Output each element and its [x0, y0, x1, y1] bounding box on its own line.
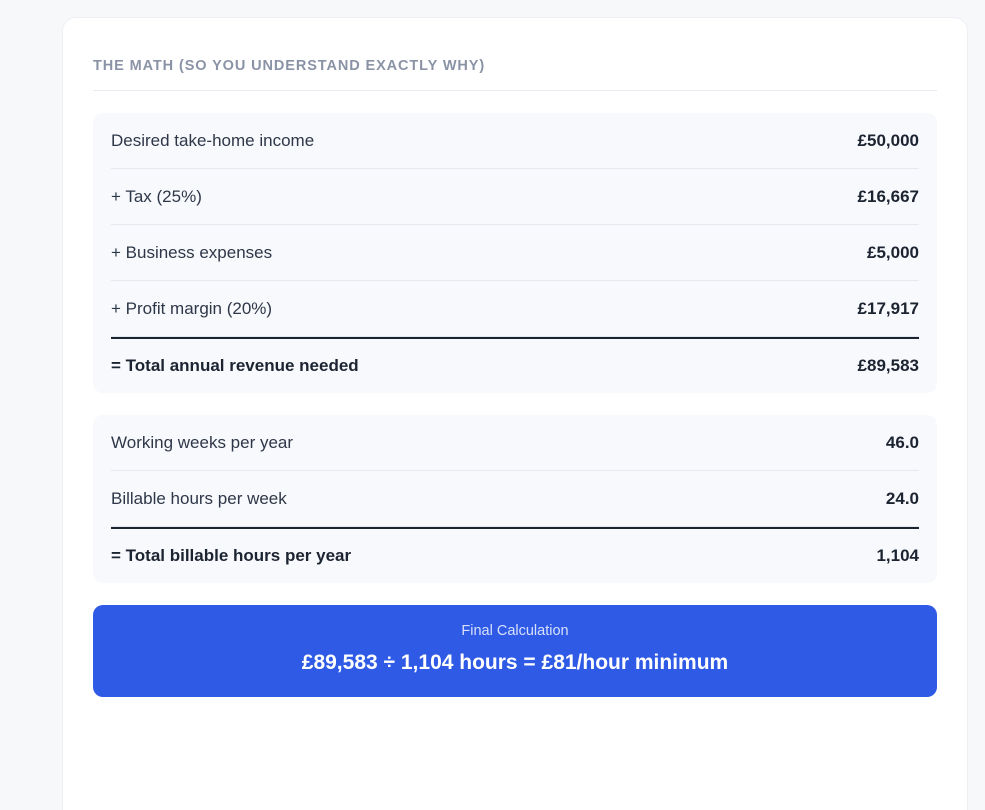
math-breakdown-card: [62, 17, 968, 810]
row-value: 46.0: [885, 432, 919, 452]
row-label: = Total annual revenue needed: [111, 356, 359, 375]
row-value: 24.0: [885, 488, 919, 508]
row-label: + Business expenses: [111, 242, 273, 262]
row-label: Working weeks per year: [111, 432, 294, 452]
final-calculation-formula: £89,583 ÷ 1,104 hours = £81/hour minimum: [301, 651, 729, 674]
final-calculation-caption: Final Calculation: [461, 623, 569, 639]
final-calculation-banner: [93, 605, 937, 697]
table-row: [111, 169, 919, 225]
row-label: + Tax (25%): [111, 186, 202, 206]
row-value: £5,000: [867, 242, 919, 262]
table-row: [111, 281, 919, 337]
row-value: £89,583: [857, 356, 919, 375]
hours-total-row: [111, 527, 919, 583]
table-row: [111, 415, 919, 471]
table-row: [111, 471, 919, 527]
row-label: Billable hours per week: [111, 488, 287, 508]
revenue-total-row: [111, 337, 919, 393]
table-row: [111, 113, 919, 169]
row-value: £50,000: [857, 130, 919, 150]
row-label: Desired take-home income: [111, 130, 315, 150]
row-value: 1,104: [876, 546, 919, 565]
row-label: = Total billable hours per year: [111, 546, 352, 565]
hours-breakdown-group: [93, 415, 937, 583]
row-label: + Profit margin (20%): [111, 298, 273, 318]
revenue-breakdown-group: [93, 113, 937, 393]
page-title: THE MATH (SO YOU UNDERSTAND EXACTLY WHY): [93, 48, 937, 91]
table-row: [111, 225, 919, 281]
row-value: £16,667: [857, 186, 919, 206]
row-value: £17,917: [857, 298, 919, 318]
